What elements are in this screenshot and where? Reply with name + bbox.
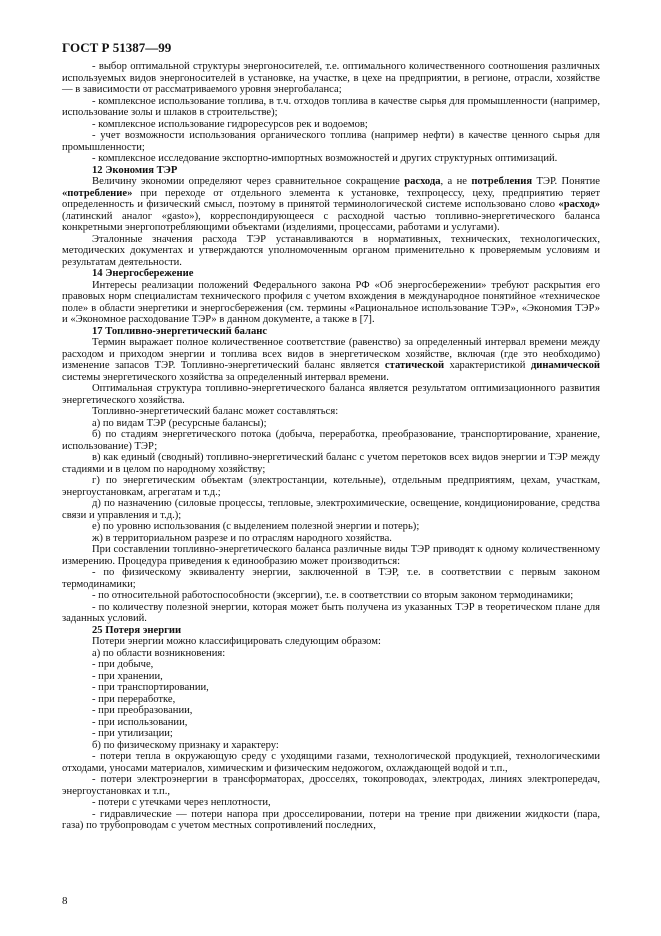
- list-item: г) по энергетическим объектам (электростанции, котельные), отдельным предприятиям, цехам, участкам, энергоустановкам, агрегатам и т.д.;: [62, 475, 600, 498]
- paragraph: Потери энергии можно классифицировать следующим образом:: [92, 636, 381, 647]
- text-run: системы энергетического хозяйства за определенный интервал времени.: [62, 371, 389, 383]
- section-heading-17: 17 Топливно-энергетический баланс: [92, 325, 268, 337]
- list-item: - комплексное исследование экспортно-импортных возможностей и других структурных оптимизаций.: [92, 153, 558, 164]
- list-item: а) по видам ТЭР (ресурсные балансы);: [92, 417, 267, 429]
- section-heading-14: 14 Энергосбережение: [92, 268, 194, 279]
- text-run: при переходе от отдельного элемента к установке, техпроцессу, цеху, предприятию теряет определенность и физический смысл, поэтому в принятой терминологической системе использовано слово: [62, 187, 600, 210]
- list-item: б) по стадиям энергетического потока (добыча, переработка, преобразование, транспортирование, хранение, использование) ТЭР;: [62, 429, 600, 452]
- list-item: - при переработке,: [92, 693, 176, 705]
- paragraph: Эталонные значения расхода ТЭР устанавливаются в нормативных, технических, технологических, методических документах и утверждаются уполномоченным органом применительно к проверяемым условиям и результатам деятельности.: [62, 233, 600, 268]
- document-header: ГОСТ Р 51387—99: [62, 40, 172, 55]
- list-item: - комплексное использование гидроресурсов рек и водоемов;: [92, 118, 368, 130]
- paragraph: [62, 337, 600, 383]
- list-item: - потери электроэнергии в трансформаторах, дросселях, токопроводах, электродах, линиях электропередач, энергоустановках и т.п.,: [62, 774, 600, 797]
- list-item: а) по области возникновения:: [92, 647, 226, 659]
- bold-term: «потребление»: [62, 187, 133, 199]
- paragraph: Оптимальная структура топливно-энергетического баланса является результатом оптимизационного развития энергетического хозяйства.: [62, 383, 600, 406]
- bold-term: динамической: [530, 360, 600, 371]
- bold-term: «расход»: [558, 199, 600, 210]
- paragraph: [62, 176, 600, 234]
- list-item: - при преобразовании,: [92, 705, 193, 716]
- paragraph: Интересы реализации положений Федерального закона РФ «Об энергосбережении» требуют раскрытия его правовых норм специалистам технического профиля с учетом вхождения в международное понятийное «техническое поле» в области энергетики и энергосбережения (см. термины «Рациональное использование ТЭР», «Экономия ТЭР» и «Экономное расходование ТЭР» в данном документе, а также в [7].: [62, 279, 600, 325]
- text-run: (латинский аналог «gasto»), корреспондирующееся с расходной частью топливно-энергетического баланса конкретными энергопотребляющими объектами (изделиями, процессами, работами и услугами).: [62, 210, 600, 233]
- section-heading-25: 25 Потеря энергии: [92, 624, 182, 636]
- bold-term: статической: [384, 360, 445, 371]
- list-item: - гидравлические — потери напора при дросселировании, потери на трение при движении жидкости (пара, газа) по трубопроводам с учетом местных сопротивлений последних,: [62, 808, 600, 831]
- paragraph: При составлении топливно-энергетического баланса различные виды ТЭР приводят к одному количественному измерению. Процедура приведения к единообразию может производиться:: [62, 544, 600, 567]
- list-item: е) по уровню использования (с выделением полезной энергии и потерь);: [92, 521, 420, 532]
- list-item: в) как единый (сводный) топливно-энергетический баланс с учетом перетоков всех видов энергии и ТЭР между стадиями и в целом по народному хозяйству;: [62, 452, 600, 475]
- bold-term: потребления: [471, 176, 533, 187]
- text-run: ТЭР. Понятие: [532, 176, 601, 187]
- list-item: д) по назначению (силовые процессы, тепловые, электрохимические, освещение, кондиционирование, средства связи и управления и т.д.);: [62, 498, 600, 521]
- section-heading-12: 12 Экономия ТЭР: [92, 164, 178, 176]
- text-run: , а не: [440, 176, 472, 187]
- list-item: - при утилизации;: [92, 728, 173, 739]
- list-item: - при добыче,: [92, 659, 154, 670]
- list-item: ж) в территориальном разрезе и по отраслям народного хозяйства.: [92, 532, 392, 544]
- text-run: характеристикой: [444, 360, 531, 371]
- list-item: - при использовании,: [92, 716, 188, 728]
- list-item: - потери тепла в окружающую среду с уходящими газами, технологической продукцией, технологическими отходами, уносами материалов, химическим и физическим недожогом, охлаждающей водой и т.п.,: [62, 751, 600, 774]
- list-item: - учет возможности использования органического топлива (например нефти) в качестве ценного сырья для промышленности;: [62, 130, 600, 153]
- list-item: - выбор оптимальной структуры энергоносителей, т.е. оптимального количественного соотношения различных используемых видов энергоносителей в установке, на участке, в цехе на предприятии, в регионе, отрасли, хозяйстве — в зависимости от рассматриваемого уровня энергобаланса;: [62, 61, 600, 95]
- page-number: 8: [62, 895, 68, 907]
- text-run: Величину экономии определяют через сравнительное сокращение: [92, 176, 405, 187]
- list-item: - по количеству полезной энергии, которая может быть получена из указанных ТЭР в теоретическом плане для заданных условий.: [62, 601, 600, 624]
- text-run: Термин выражает полное количественное соответствие (равенство) за определенный интервал времени между расходом и приходом энергии и топлива всех видов в энергетическом хозяйстве, включая (где это необходимо) изменение запасов ТЭР. Топливно-энергетический баланс является: [62, 337, 600, 371]
- document-body: [62, 61, 600, 832]
- list-item: - при хранении,: [92, 670, 163, 682]
- list-item: - по относительной работоспособности (эксергии), т.е. в соответствии со вторым законом термодинамики;: [92, 590, 574, 601]
- list-item: - при транспортировании,: [92, 682, 209, 693]
- list-item: - по физическому эквиваленту энергии, заключенной в ТЭР, т.е. в соответствии с первым законом термодинамики;: [62, 567, 600, 590]
- list-item: б) по физическому признаку и характеру:: [92, 739, 279, 751]
- paragraph: Топливно-энергетический баланс может составляться:: [92, 406, 339, 417]
- bold-term: расхода: [404, 176, 441, 187]
- list-item: - комплексное использование топлива, в т.ч. отходов топлива в качестве сырья для промышленности (например, использование золы и шлаков в строительстве);: [62, 95, 600, 118]
- list-item: - потери с утечками через неплотности,: [92, 797, 271, 808]
